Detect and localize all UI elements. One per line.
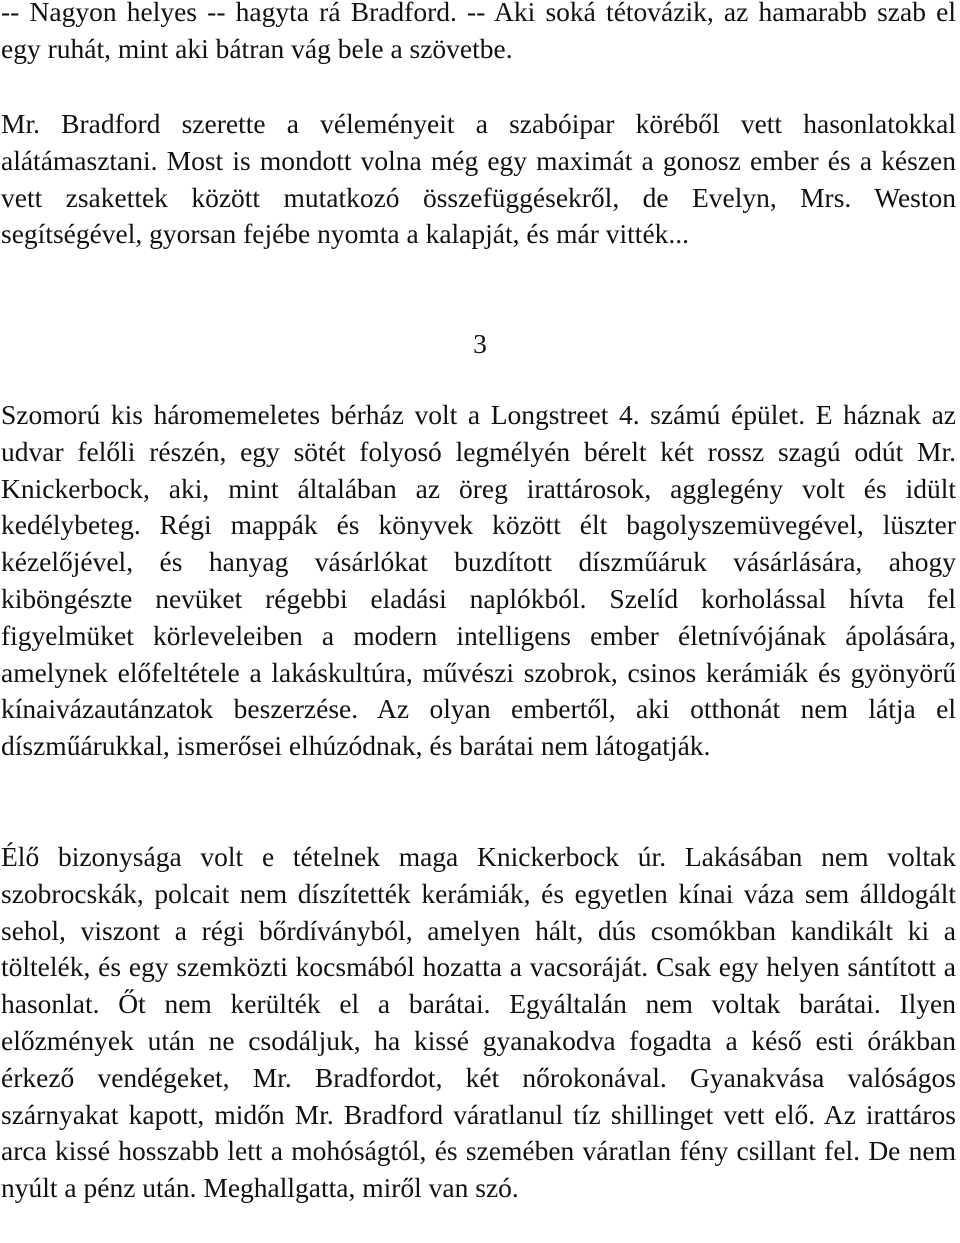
chapter-number: 3 bbox=[473, 328, 487, 359]
paragraph-bradford-analogy: Mr. Bradford szerette a véleményeit a szabóipar köréből vett hasonlatokkal alátámasztani. Most is mondott volna még egy maximát a gonosz ember és a készen vett zsakettek között mutatkozó összefüggésekről, de Evelyn, Mrs. Weston segítségével, gyorsan fejébe nyomta a kalapját, és már vitték... bbox=[1, 108, 956, 250]
paragraph-knickerbock-living-proof: Élő bizonysága volt e tételnek maga Knickerbock úr. Lakásában nem voltak szobrocskák, polcait nem díszítették kerámiák, és egyetlen kínai váza sem álldogált sehol, viszont a régi bőrdíványból, amelyen hált, dús csomókban kandikált ki a töltelék, és egy szemközti kocsmából hozatta a vacsoráját. Csak egy helyen sántított a hasonlat. Őt nem kerülték el a barátai. Egyáltalán nem voltak barátai. Ilyen előzmények után ne csodáljuk, ha kissé gyanakodva fogadta a késő esti órákban érkező vendégeket, Mr. Bradfordot, két nőrokonával. Gyanakvása valóságos szárnyakat kapott, midőn Mr. Bradford váratlanul tíz shillinget vett elő. Az irattáros arca kissé hosszabb lett a mohóságtól, és szemében váratlan fény csillant fel. De nem nyúlt a pénz után. Meghallgatta, miről van szó. bbox=[1, 841, 956, 1204]
paragraph-longstreet-house: Szomorú kis háromemeletes bérház volt a Longstreet 4. számú épület. E háznak az udvar felőli részén, egy sötét folyosó legmélyén bérelt két rossz szagú odút Mr. Knickerbock, aki, mint általában az öreg irattárosok, agglegény volt és idült kedélybeteg. Régi mappák és könyvek között élt bagolyszemüvegével, lüszter kézelőjével, és hanyag vásárlókat buzdított díszműáruk vásárlására, ahogy kiböngészte nevüket régebbi eladási naplókból. Szelíd korholással hívta fel figyelmüket körleveleiben a modern intelligens ember életnívójának ápolására, amelynek előfeltétele a lakáskultúra, művészi szobrok, csinos kerámiák és gyönyörű kínaivázautánzatok beszerzése. Az olyan embertől, aki otthonát nem látja el díszműárukkal, ismerősei elhúzódnak, és barátai nem látogatják. bbox=[1, 399, 956, 762]
paragraph-dialogue: -- Nagyon helyes -- hagyta rá Bradford. -- Aki soká tétovázik, az hamarabb szab el egy ruhát, mint aki bátran vág bele a szövetbe. bbox=[1, 0, 956, 64]
